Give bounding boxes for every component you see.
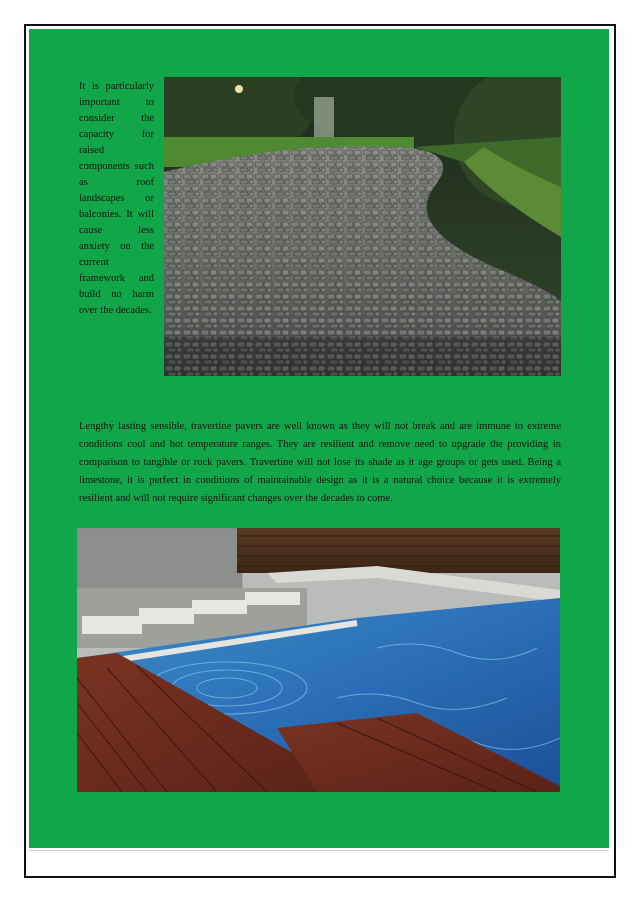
swimming-pool-deck-photo xyxy=(77,528,560,792)
footer-strip xyxy=(29,850,609,871)
side-paragraph: It is particularly important to consider the capacity for raised components such as roof landscapes or balconies. It will cause less anxiety on the current framework and build no harm over the decades. xyxy=(79,81,154,316)
main-paragraph: Lengthy lasting sensible, travertine pavers are well known as they will not break and are immune to extreme conditions cool and hot temperature ranges. They are resilient and remove need to upgrade the providing in comparison to tangible or rock pavers. Travertine will not lose its shade as it age groups or gets used. Being a limestone, it is perfect in conditions of maintainable design as it is a natural choice because it is extremely resilient and will not require significant changes over the decades to come. xyxy=(79,421,561,504)
cobblestone-driveway-photo xyxy=(164,77,561,376)
